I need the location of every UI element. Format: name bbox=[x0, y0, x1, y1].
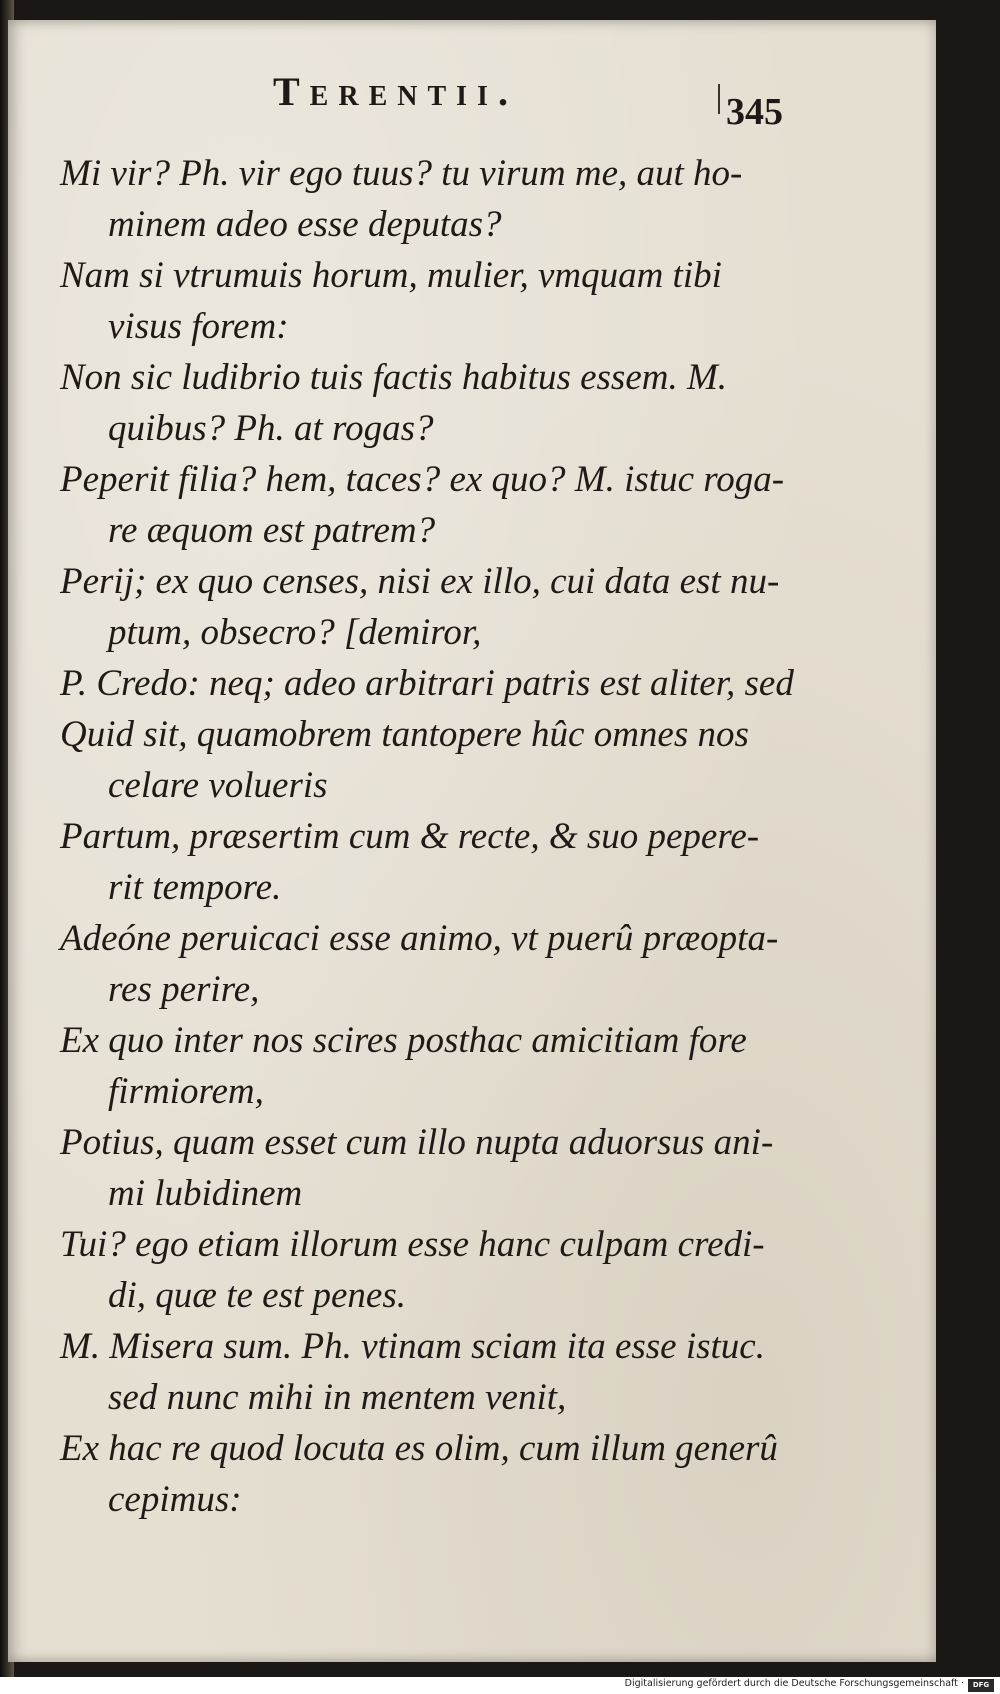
verse-line: minem adeo esse deputas? bbox=[108, 204, 502, 245]
book-page bbox=[8, 20, 936, 1662]
dfg-logo: DFG bbox=[968, 1679, 994, 1692]
verse-line: Tui? ego etiam illorum esse hanc culpam credi- bbox=[60, 1224, 765, 1265]
verse-line: ptum, obsecro? [demiror, bbox=[108, 612, 482, 653]
digitization-credit: Digitalisierung gefördert durch die Deutsche Forschungsgemeinschaft · bbox=[624, 1678, 964, 1689]
running-head: Terentii. bbox=[273, 69, 518, 114]
verse-line: Mi vir? Ph. vir ego tuus? tu virum me, aut ho- bbox=[60, 153, 743, 194]
verse-line: Partum, præsertim cum & recte, & suo pepere- bbox=[60, 816, 760, 857]
verse-line: Adeóne peruicaci esse animo, vt puerû præopta- bbox=[60, 918, 779, 959]
verse-line: Nam si vtrumuis horum, mulier, vmquam tibi bbox=[60, 255, 722, 296]
verse-line: celare volueris bbox=[108, 765, 328, 806]
verse-text-block bbox=[60, 148, 800, 1525]
verse-line: Quid sit, quamobrem tantopere hûc omnes nos bbox=[60, 714, 749, 755]
verse-line: Potius, quam esset cum illo nupta aduorsus ani- bbox=[60, 1122, 774, 1163]
verse-line: re æquom est patrem? bbox=[108, 510, 436, 551]
verse-line: M. Misera sum. Ph. vtinam sciam ita esse istuc. bbox=[60, 1326, 765, 1367]
verse-line: sed nunc mihi in mentem venit, bbox=[108, 1377, 567, 1418]
verse-line: cepimus: bbox=[108, 1479, 242, 1520]
verse-line: di, quæ te est penes. bbox=[108, 1275, 407, 1316]
verse-line: Peperit filia? hem, taces? ex quo? M. istuc roga- bbox=[60, 459, 785, 500]
verse-line: rit tempore. bbox=[108, 867, 282, 908]
page-number: 345 bbox=[726, 91, 783, 133]
verse-line: visus forem: bbox=[108, 306, 289, 347]
verse-line: Non sic ludibrio tuis factis habitus essem. M. bbox=[60, 357, 728, 398]
verse-line: res perire, bbox=[108, 969, 260, 1010]
verse-line: Ex quo inter nos scires posthac amicitiam fore bbox=[60, 1020, 747, 1061]
verse-line: Perij; ex quo censes, nisi ex illo, cui data est nu- bbox=[60, 561, 780, 602]
verse-line: firmiorem, bbox=[108, 1071, 264, 1112]
verse-line: quibus? Ph. at rogas? bbox=[108, 408, 434, 449]
verse-line: P. Credo: neq; adeo arbitrari patris est aliter, sed bbox=[60, 663, 794, 704]
verse-line: Ex hac re quod locuta es olim, cum illum generû bbox=[60, 1428, 778, 1469]
verse-line: mi lubidinem bbox=[108, 1173, 303, 1214]
